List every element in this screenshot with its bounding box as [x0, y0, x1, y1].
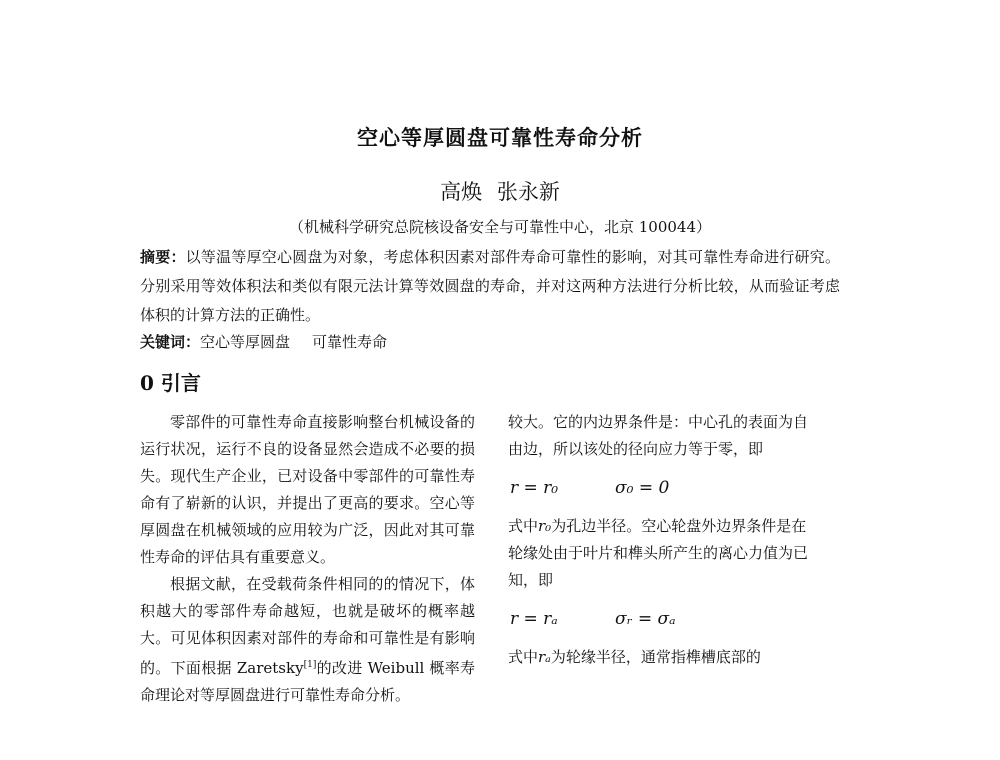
paragraph-2 — [140, 571, 475, 709]
paragraph-4-text: 为孔边半径。空心轮盘外边界条件是在轮缘处由于叶片和榫头所产生的离心力值为已知，即 — [508, 517, 809, 589]
equation-2-rhs: σᵣ = σₐ — [615, 609, 676, 629]
equation-2 — [508, 594, 808, 644]
keyword-2: 可靠性寿命 — [312, 333, 388, 351]
paragraph-2-text: 根据文献，在受载荷条件相同的的情况下，体积越大的零部件寿命越短，也就是破坏的概率越大。可见体积因素对部件的寿命和可靠性是有影响的。下面根据 Zaretsky — [140, 575, 475, 677]
equation-1-rhs: σ₀ = 0 — [615, 478, 670, 498]
keywords-label: 关键词： — [140, 333, 201, 351]
paragraph-2-text-end: 的改进 Weibull 概率寿命理论对等厚圆盘进行可靠性寿命分析。 — [140, 659, 475, 704]
citation-ref: [1] — [303, 660, 317, 670]
equation-2-lhs: r = rₐ — [510, 609, 558, 629]
abstract — [140, 243, 840, 330]
symbol-ra: rₐ — [538, 648, 551, 666]
paper-title: 空心等厚圆盘可靠性寿命分析 — [357, 125, 643, 150]
paragraph-4 — [508, 513, 808, 594]
author-list — [0, 176, 1000, 206]
section-heading: 0 引言 — [140, 371, 201, 395]
right-column — [508, 409, 808, 671]
paragraph-5-text: 为轮缘半径，通常指榫槽底部的 — [550, 648, 761, 666]
author-1: 高焕 — [440, 180, 483, 204]
paragraph-3: 较大。它的内边界条件是：中心孔的表面为自由边，所以该处的径向应力等于零，即 — [508, 413, 809, 458]
abstract-text: 以等温等厚空心圆盘为对象，考虑体积因素对部件寿命可靠性的影响，对其可靠性寿命进行研究。分别采用等效体积法和类似有限元法计算等效圆盘的寿命，并对这两种方法进行分析比较，从而验证考虑体积的计算方法的正确性。 — [140, 248, 840, 324]
paragraph-5-prefix: 式中 — [508, 648, 539, 666]
left-column — [140, 409, 475, 709]
keyword-1: 空心等厚圆盘 — [200, 333, 291, 351]
paragraph-1: 零部件的可靠性寿命直接影响整台机械设备的运行状况，运行不良的设备显然会造成不必要的损失。现代生产企业，已对设备中零部件的可靠性寿命有了崭新的认识，并提出了更高的要求。空心等厚圆盘在机械领域的应用较为广泛，因此对其可靠性寿命的评估具有重要意义。 — [140, 413, 475, 566]
paragraph-4-prefix: 式中 — [508, 517, 539, 535]
keywords — [140, 330, 840, 354]
author-2: 张永新 — [496, 180, 560, 204]
symbol-r0: r₀ — [538, 517, 552, 535]
abstract-label: 摘要： — [140, 248, 186, 266]
paragraph-5 — [508, 644, 808, 671]
equation-1 — [508, 463, 808, 513]
affiliation: （机械科学研究总院核设备安全与可靠性中心，北京 100044） — [288, 218, 712, 236]
equation-1-lhs: r = r₀ — [510, 478, 559, 498]
